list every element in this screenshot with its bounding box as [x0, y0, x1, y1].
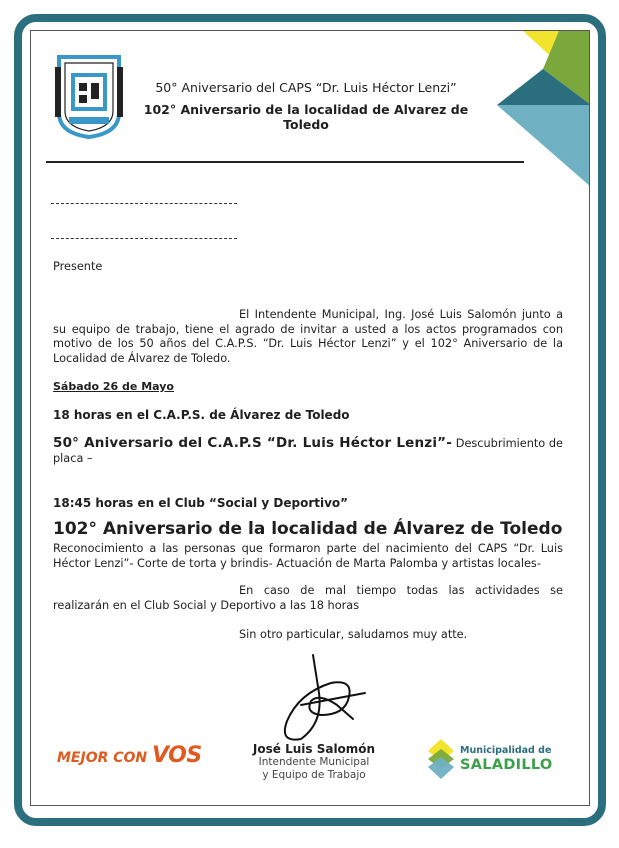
greeting: Presente: [53, 260, 103, 273]
intro-paragraph: El Intendente Municipal, Ing. José Luis Salomón junto a su equipo de trabajo, tiene el agrado de invitar a usted a los actos programados con motivo de los 50 años del C.A.P.S. “Dr. Luis Héctor Lenzi” y el 102° Aniversario de la Localidad de Álvarez de Toledo.: [53, 308, 563, 365]
municipality-name: SALADILLO: [460, 757, 553, 773]
event1-title: 50° Aniversario del C.A.P.S “Dr. Luis Héctor Lenzi”-: [53, 435, 453, 451]
recipient-line-2: [51, 238, 237, 239]
signer-role-1: Intendente Municipal: [258, 756, 370, 768]
signer-role-2: y Equipo de Trabajo: [262, 769, 366, 781]
header-line-1: 50° Aniversario del CAPS “Dr. Luis Héctor Lenzi”: [155, 80, 457, 95]
municipality-logo: [426, 737, 566, 783]
diamond-icon: [426, 739, 456, 779]
event1-description: Descubrimiento de placa –: [53, 437, 564, 465]
event2-time: 18:45 horas en el Club “Social y Deportivo”: [53, 496, 349, 510]
signer-name: José Luis Salomón: [252, 742, 376, 756]
invitation-letter: [30, 30, 590, 806]
event2-title: 102° Aniversario de la localidad de Álvarez de Toledo: [53, 519, 563, 539]
event1: [53, 436, 563, 466]
signer-block: [199, 742, 429, 782]
municipality-label: Municipalidad de: [460, 745, 552, 756]
header-divider: [46, 161, 524, 163]
recipient-line-1: [51, 203, 237, 204]
closing-line: Sin otro particular, saludamos muy atte.: [239, 628, 468, 641]
slogan-logo: [57, 743, 202, 768]
municipal-seal-logo: [53, 53, 125, 139]
bad-weather-note: En caso de mal tiempo todas las actividades se realizarán en el Club Social y Deportivo a las 18 horas: [53, 584, 563, 612]
slogan-emphasis: VOS: [152, 743, 202, 768]
event1-time: 18 horas en el C.A.P.S. de Álvarez de Toledo: [53, 408, 350, 422]
slogan-text: MEJOR CON: [57, 750, 153, 766]
handwritten-signature: [261, 653, 376, 743]
header-line-2: 102° Aniversario de la localidad de Alvarez de Toledo: [143, 102, 469, 132]
event2-description: Reconocimiento a las personas que formaron parte del nacimiento del CAPS “Dr. Luis Héctor Lenzi”- Corte de torta y brindis- Actuación de Marta Palomba y artistas locales-: [53, 542, 563, 570]
event-date: Sábado 26 de Mayo: [53, 380, 174, 393]
